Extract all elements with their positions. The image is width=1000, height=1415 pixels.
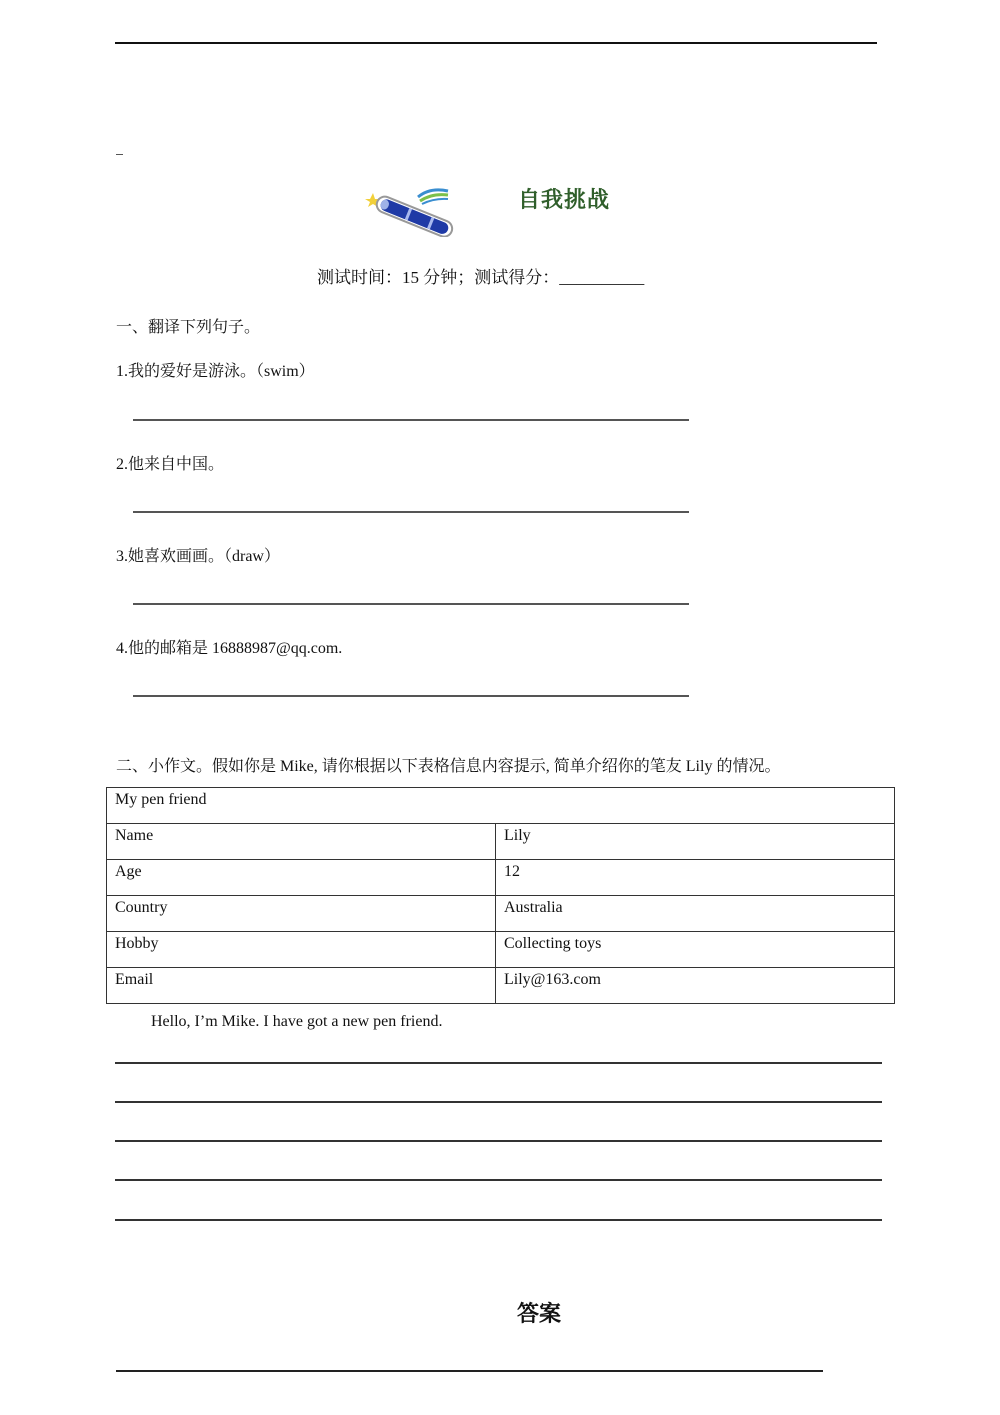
telescope-star-icon bbox=[360, 185, 465, 237]
table-label: Email bbox=[107, 968, 496, 1004]
header-rule bbox=[115, 42, 877, 44]
pen-friend-table bbox=[106, 787, 895, 1004]
footer-rule bbox=[116, 1370, 823, 1372]
question-1: 1.我的爱好是游泳。（swim） bbox=[116, 363, 315, 380]
test-meta: 测试时间：15 分钟；测试得分：__________ bbox=[317, 268, 645, 287]
table-label: Hobby bbox=[107, 932, 496, 968]
essay-opening: Hello, I’m Mike. I have got a new pen friend. bbox=[151, 1013, 443, 1030]
answer-line-3[interactable] bbox=[133, 603, 689, 605]
table-value: 12 bbox=[496, 860, 895, 896]
section1-heading: 一、翻译下列句子。 bbox=[116, 319, 261, 336]
answer-heading: 答案 bbox=[517, 1302, 562, 1327]
answer-line-1[interactable] bbox=[133, 419, 689, 421]
question-3: 3.她喜欢画画。（draw） bbox=[116, 548, 280, 565]
table-row bbox=[107, 896, 895, 932]
page-title: 自我挑战 bbox=[518, 188, 611, 213]
table-row bbox=[107, 824, 895, 860]
writing-line-3[interactable] bbox=[115, 1140, 882, 1142]
table-title-row bbox=[107, 788, 895, 824]
table-value: Lily bbox=[496, 824, 895, 860]
table-row bbox=[107, 860, 895, 896]
section2-heading: 二、小作文。假如你是 Mike, 请你根据以下表格信息内容提示, 简单介绍你的笔友 Lily 的情况。 bbox=[116, 758, 781, 775]
table-row bbox=[107, 932, 895, 968]
table-title: My pen friend bbox=[107, 788, 895, 824]
table-label: Age bbox=[107, 860, 496, 896]
writing-line-2[interactable] bbox=[115, 1101, 882, 1103]
question-2: 2.他来自中国。 bbox=[116, 456, 225, 473]
stray-dash bbox=[116, 154, 123, 155]
answer-line-2[interactable] bbox=[133, 511, 689, 513]
table-label: Country bbox=[107, 896, 496, 932]
writing-line-5[interactable] bbox=[115, 1219, 882, 1221]
table-label: Name bbox=[107, 824, 496, 860]
table-row bbox=[107, 968, 895, 1004]
writing-line-4[interactable] bbox=[115, 1179, 882, 1181]
answer-line-4[interactable] bbox=[133, 695, 689, 697]
table-value: Lily@163.com bbox=[496, 968, 895, 1004]
writing-line-1[interactable] bbox=[115, 1062, 882, 1064]
table-value: Collecting toys bbox=[496, 932, 895, 968]
table-value: Australia bbox=[496, 896, 895, 932]
question-4: 4.他的邮箱是 16888987@qq.com. bbox=[116, 640, 343, 657]
